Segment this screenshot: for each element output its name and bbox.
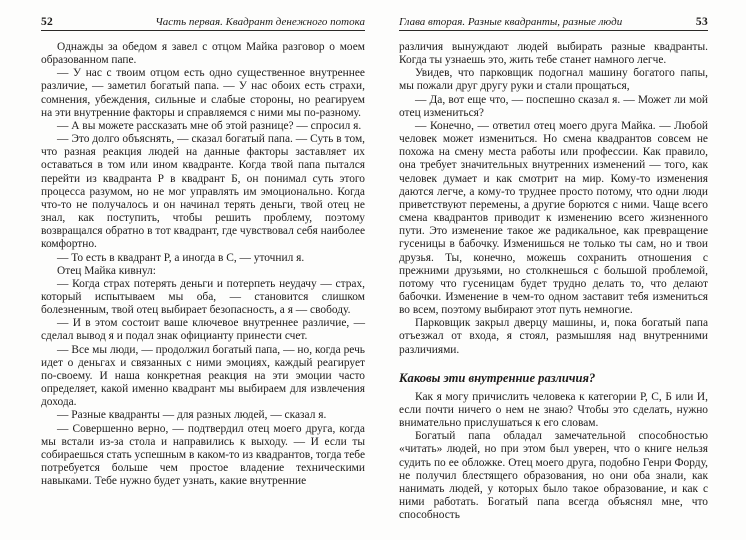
left-page-header [41, 16, 365, 31]
paragraph: — А вы можете рассказать мне об этой разнице? — спросил я. [57, 119, 362, 132]
right-page-body-bottom [399, 391, 708, 523]
right-page-number: 53 [695, 16, 708, 28]
paragraph: — Разные квадранты — для разных людей, — сказал я. [57, 409, 327, 422]
left-page-body [41, 41, 365, 488]
paragraph: Парковщик закрыл дверцу машины, и, пока богатый папа отъезжал от входа, я стоял, размышляя над внутренними различиями. [399, 317, 708, 356]
page-right [399, 0, 708, 522]
paragraph: Увидев, что парковщик подогнал машину богатого папы, мы пожали друг другу руки и стали прощаться, [399, 67, 708, 93]
paragraph: Богатый папа обладал замечательной способностью «читать» людей, но при этом был уверен, что о книге нельзя судить по ее обложке. Отец моего друга, подобно Генри Форду, не получил блестящего образования, но они оба знали, как нанимать людей, у которых было такое образование, и как с ними работать. Богатый папа всегда объяснял мне, что способность [399, 430, 708, 522]
paragraph: — Конечно, — ответил отец моего друга Майка. — Любой человек может измениться. Но смена квадрантов совсем не похожа на смену места работы или профессии. Как правило, она требует значительных внутренних изменений — того, как человек думает и как смотрит на мир. Кому-то изменения даются легче, а кому-то труднее просто потому, что одни люди приветствуют перемены, а другие борются с ними. Чаще всего смена квадрантов приводит к изменению всего жизненного пути. Это изменение такое же радикальное, как превращение гусеницы в бабочку. Изменишься не только ты сам, но и твои друзья. Ты, конечно, можешь сохранить отношения с прежними друзьями, но столкнешься с большой проблемой, потому что гусеницам будет трудно делать то, что делают бабочки. Изменение в чем-то одном заставит тебя измениться во всем, поэтому выбирают этот путь немногие. [399, 119, 708, 317]
right-running-title: Глава вторая. Разные квадранты, разные люди [399, 16, 623, 28]
paragraph: Отец Майка кивнул: [57, 264, 156, 277]
paragraph: различия вынуждают людей выбирать разные квадранты. Когда ты узнаешь это, жить тебе станет намного легче. [399, 41, 708, 67]
paragraph: — То есть в квадрант Р, а иногда в С, — уточнил я. [57, 251, 305, 264]
paragraph: Как я могу причислить человека к категории Р, С, Б или И, если почти ничего о нем не знаю? Чтобы это сделать, нужно внимательно прислушаться к его словам. [399, 390, 708, 430]
paragraph: — Это долго объяснять, — сказал богатый папа. — Суть в том, что разная реакция людей на данные факторы заставляет их оставаться в том или ином квадранте. Когда твой папа пытался перейти из квадранта Р в квадрант Б, он понимал суть этого процесса разумом, но не мог управлять им эмоционально. Когда что-то не получалось и он начинал терять деньги, твой отец не знал, как поступить, чтобы решить проблему, поэтому возвращался обратно в тот квадрант, где чувствовал себя наиболее комфортно. [41, 133, 365, 251]
section-heading: Каковы эти внутренние различия? [399, 370, 596, 385]
paragraph: — Совершенно верно, — подтвердил отец моего друга, когда мы встали из-за стола и направились к выходу. — И если ты собираешься стать успешным в каком-то из квадрантов, тогда тебе потребуется больше чем простое владение техническими навыками. Тебе нужно будет узнать, какие внутренние [41, 422, 365, 488]
paragraph: — Все мы люди, — продолжил богатый папа, — но, когда речь идет о деньгах и связанных с ними эмоциях, каждый реагирует по-своему. И наша конкретная реакция на эти эмоции часто определяет, какой именно квадрант мы выбираем для извлечения дохода. [41, 343, 365, 409]
right-page-header [399, 16, 708, 31]
left-page-number: 52 [41, 16, 54, 28]
right-page-body-top [399, 41, 708, 357]
left-running-title: Часть первая. Квадрант денежного потока [155, 16, 365, 28]
paragraph: — Да, вот еще что, — поспешно сказал я. — Может ли мой отец измениться? [399, 93, 708, 119]
paragraph: — И в этом состоит ваше ключевое внутреннее различие, — сделал вывод я и подал знак официанту принести счет. [41, 317, 365, 343]
paragraph: Однажды за обедом я завел с отцом Майка разговор о моем образованном папе. [41, 41, 365, 67]
right-page-body [399, 41, 708, 522]
page-left [41, 0, 365, 488]
paragraph: — Когда страх потерять деньги и потерпеть неудачу — страх, который испытываем мы оба, — становится слишком болезненным, твой отец выбирает безопасность, а я — свободу. [41, 277, 365, 317]
paragraph: — У нас с твоим отцом есть одно существенное внутреннее различие, — заметил богатый папа. — У нас обоих есть страхи, сомнения, убеждения, сильные и слабые стороны, но реагируем на эти внутренние факторы и справляемся с ними мы по-разному. [41, 67, 365, 119]
